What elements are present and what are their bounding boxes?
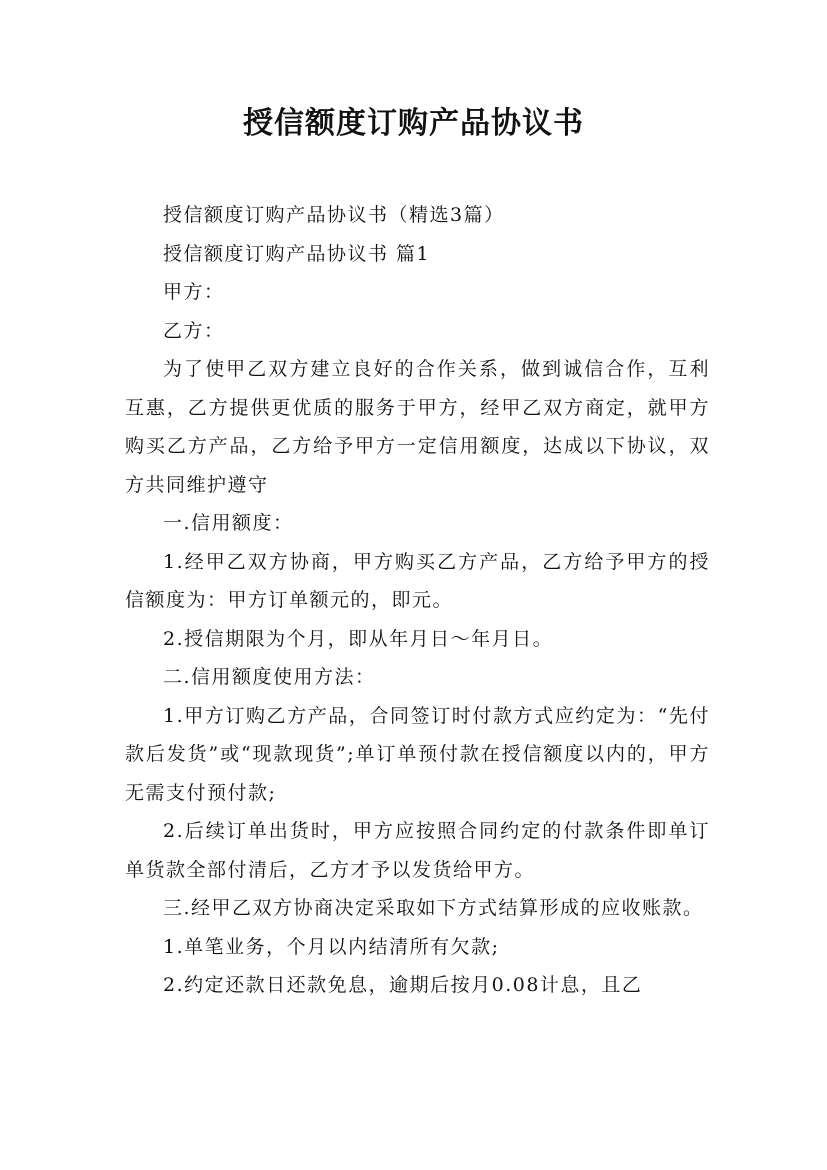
paragraph-clause-3-1: 1.单笔业务，个月以内结清所有欠款;: [163, 935, 500, 958]
paragraph-section-heading: 授信额度订购产品协议书 篇1: [163, 242, 431, 265]
paragraph-clause-2-heading: 二.信用额度使用方法：: [163, 666, 376, 688]
paragraph-party-a: 甲方：: [163, 281, 225, 303]
document-body: [125, 196, 710, 1005]
paragraph-subtitle: 授信额度订购产品协议书（精选3篇）: [163, 204, 505, 226]
paragraph-clause-2-1: 1.甲方订购乙方产品，合同签订时付款方式应约定为：“先付款后发货”或“现款现货”;单订单预付款在授信额度以内的，甲方无需支付预付款;: [125, 704, 710, 804]
paragraph-clause-1-heading: 一.信用额度：: [163, 512, 294, 534]
paragraph-clause-3-heading: 三.经甲乙双方协商决定采取如下方式结算形成的应收账款。: [163, 897, 704, 919]
paragraph-clause-2-2: 2.后续订单出货时，甲方应按照合同约定的付款条件即单订单货款全部付清后，乙方才予以发货给甲方。: [125, 820, 710, 881]
document-title: 授信额度订购产品协议书: [243, 106, 584, 141]
paragraph-clause-1-1: 1.经甲乙双方协商，甲方购买乙方产品，乙方给予甲方的授信额度为：甲方订单额元的，即元。: [125, 550, 710, 611]
paragraph-preamble: 为了使甲乙双方建立良好的合作关系，做到诚信合作，互利互惠，乙方提供更优质的服务于甲方，经甲乙双方商定，就甲方购买乙方产品，乙方给予甲方一定信用额度，达成以下协议，双方共同维护遵守: [125, 358, 710, 496]
paragraph-clause-3-2: 2.约定还款日还款免息，逾期后按月0.08计息，且乙: [163, 974, 643, 996]
paragraph-clause-1-2: 2.授信期限为个月，即从年月日～年月日。: [163, 627, 554, 650]
paragraph-party-b: 乙方：: [163, 319, 225, 342]
